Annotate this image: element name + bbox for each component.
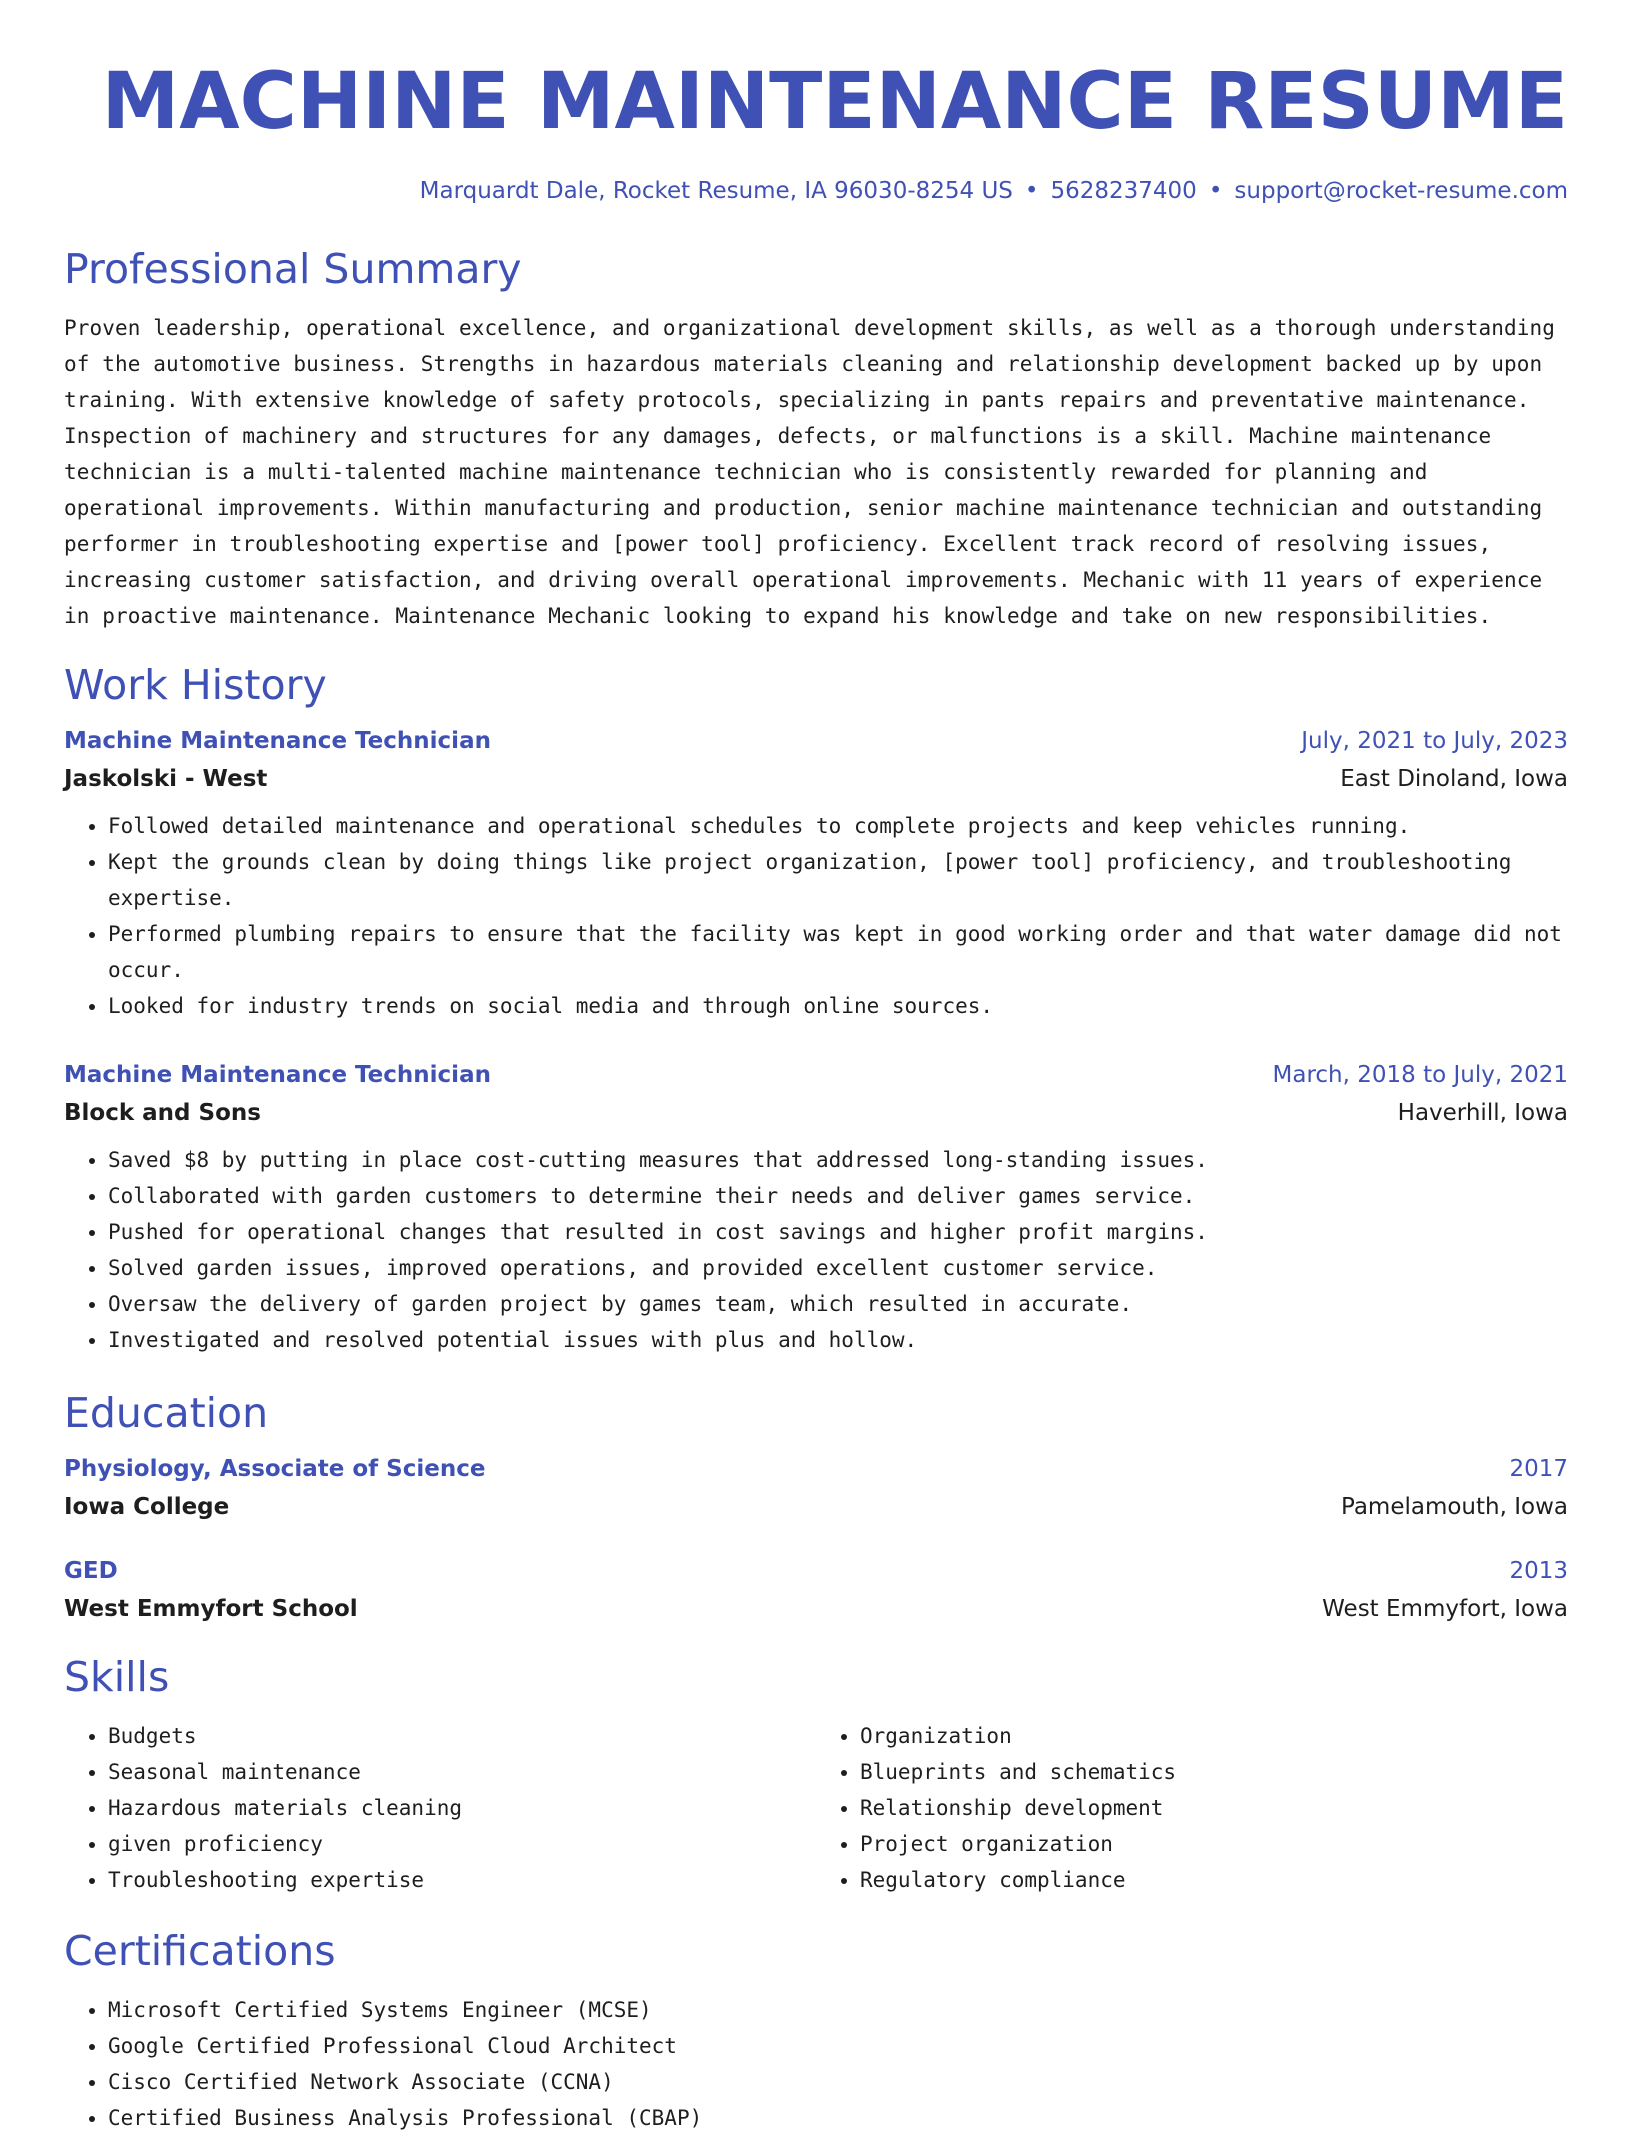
graduation-year: 2017 bbox=[1509, 1456, 1568, 1482]
section-heading-summary: Professional Summary bbox=[64, 245, 522, 293]
contact-email[interactable]: support@rocket-resume.com bbox=[1234, 178, 1568, 204]
school-location: Pamelamouth, Iowa bbox=[1340, 1494, 1568, 1520]
list-item: • Certified Business Analysis Professional (CBAP) bbox=[108, 2100, 1568, 2136]
list-item: • Pushed for operational changes that resulted in cost savings and higher profit margins. bbox=[108, 1214, 1568, 1250]
list-item: • Followed detailed maintenance and operational schedules to complete projects and keep vehicles running. bbox=[108, 808, 1568, 844]
list-item: • Collaborated with garden customers to determine their needs and deliver games service. bbox=[108, 1178, 1568, 1214]
degree: GED bbox=[64, 1558, 118, 1584]
contact-line bbox=[64, 178, 1568, 204]
list-item: • Kept the grounds clean by doing things like project organization, [power tool] proficiency, and troubleshooting expertise. bbox=[108, 844, 1568, 916]
list-item: • given proficiency bbox=[108, 1826, 816, 1862]
job-bullets bbox=[64, 808, 1568, 1024]
contact-address: Marquardt Dale, Rocket Resume, IA 96030-8254 US bbox=[419, 178, 1013, 204]
list-item: • Regulatory compliance bbox=[860, 1862, 1568, 1898]
resume-title: MACHINE MAINTENANCE RESUME bbox=[101, 57, 1568, 147]
contact-separator: • bbox=[1208, 178, 1223, 204]
work-history-section bbox=[64, 660, 1568, 1358]
job-location: East Dinoland, Iowa bbox=[1340, 766, 1568, 792]
list-item: • Performed plumbing repairs to ensure that the facility was kept in good working order and that water damage did not occur. bbox=[108, 916, 1568, 988]
certifications-section bbox=[64, 1926, 1568, 2136]
skills-section bbox=[64, 1652, 1568, 1898]
list-item: • Budgets bbox=[108, 1718, 816, 1754]
section-heading-skills: Skills bbox=[64, 1653, 170, 1701]
school-location: West Emmyfort, Iowa bbox=[1322, 1596, 1568, 1622]
graduation-year: 2013 bbox=[1509, 1558, 1568, 1584]
section-heading-work-history: Work History bbox=[64, 661, 327, 709]
list-item: • Microsoft Certified Systems Engineer (MCSE) bbox=[108, 1992, 1568, 2028]
list-item: • Saved $8 by putting in place cost-cutting measures that addressed long-standing issues. bbox=[108, 1142, 1568, 1178]
skills-list-right bbox=[816, 1718, 1568, 1898]
job-company: Block and Sons bbox=[64, 1100, 261, 1126]
list-item: • Oversaw the delivery of garden project by games team, which resulted in accurate. bbox=[108, 1286, 1568, 1322]
list-item: • Investigated and resolved potential issues with plus and hollow. bbox=[108, 1322, 1568, 1358]
education-entry bbox=[64, 1456, 1568, 1520]
job-dates: July, 2021 to July, 2023 bbox=[1301, 728, 1568, 754]
job-title: Machine Maintenance Technician bbox=[64, 728, 491, 754]
job-title: Machine Maintenance Technician bbox=[64, 1062, 491, 1088]
certifications-list bbox=[64, 1992, 1568, 2136]
list-item: • Looked for industry trends on social media and through online sources. bbox=[108, 988, 1568, 1024]
list-item: • Organization bbox=[860, 1718, 1568, 1754]
contact-phone[interactable]: 5628237400 bbox=[1050, 178, 1197, 204]
list-item: • Relationship development bbox=[860, 1790, 1568, 1826]
section-heading-education: Education bbox=[64, 1389, 269, 1437]
job-entry bbox=[64, 728, 1568, 1024]
list-item: • Troubleshooting expertise bbox=[108, 1862, 816, 1898]
list-item: • Google Certified Professional Cloud Architect bbox=[108, 2028, 1568, 2064]
job-dates: March, 2018 to July, 2021 bbox=[1272, 1062, 1568, 1088]
job-company: Jaskolski - West bbox=[64, 766, 268, 792]
section-heading-certifications: Certifications bbox=[64, 1927, 336, 1975]
school-name: West Emmyfort School bbox=[64, 1596, 358, 1622]
list-item: • Solved garden issues, improved operations, and provided excellent customer service. bbox=[108, 1250, 1568, 1286]
list-item: • Hazardous materials cleaning bbox=[108, 1790, 816, 1826]
list-item: • Cisco Certified Network Associate (CCNA) bbox=[108, 2064, 1568, 2100]
job-location: Haverhill, Iowa bbox=[1397, 1100, 1568, 1126]
list-item: • Blueprints and schematics bbox=[860, 1754, 1568, 1790]
degree: Physiology, Associate of Science bbox=[64, 1456, 486, 1482]
job-entry bbox=[64, 1062, 1568, 1358]
summary-text: Proven leadership, operational excellence, and organizational development skills, as well as a thorough understanding of the automotive business. Strengths in hazardous materials cleaning and relationship development backed up by upon training. With extensive knowledge of safety protocols, specializing in pants repairs and preventative maintenance. Inspection of machinery and structures for any damages, defects, or malfunctions is a skill. Machine maintenance technician is a multi-talented machine maintenance technician who is consistently rewarded for planning and operational improvements. Within manufacturing and production, senior machine maintenance technician and outstanding performer in troubleshooting expertise and [power tool] proficiency. Excellent track record of resolving issues, increasing customer satisfaction, and driving overall operational improvements. Mechanic with 11 years of experience in proactive maintenance. Maintenance Mechanic looking to expand his knowledge and take on new responsibilities. bbox=[64, 316, 1555, 628]
school-name: Iowa College bbox=[64, 1494, 230, 1520]
contact-separator: • bbox=[1024, 178, 1039, 204]
education-section bbox=[64, 1388, 1568, 1622]
list-item: • Seasonal maintenance bbox=[108, 1754, 816, 1790]
job-bullets bbox=[64, 1142, 1568, 1358]
skills-list-left bbox=[64, 1718, 816, 1898]
education-entry bbox=[64, 1558, 1568, 1622]
list-item: • Project organization bbox=[860, 1826, 1568, 1862]
professional-summary-section bbox=[64, 244, 1568, 634]
skills-columns bbox=[64, 1718, 1568, 1898]
